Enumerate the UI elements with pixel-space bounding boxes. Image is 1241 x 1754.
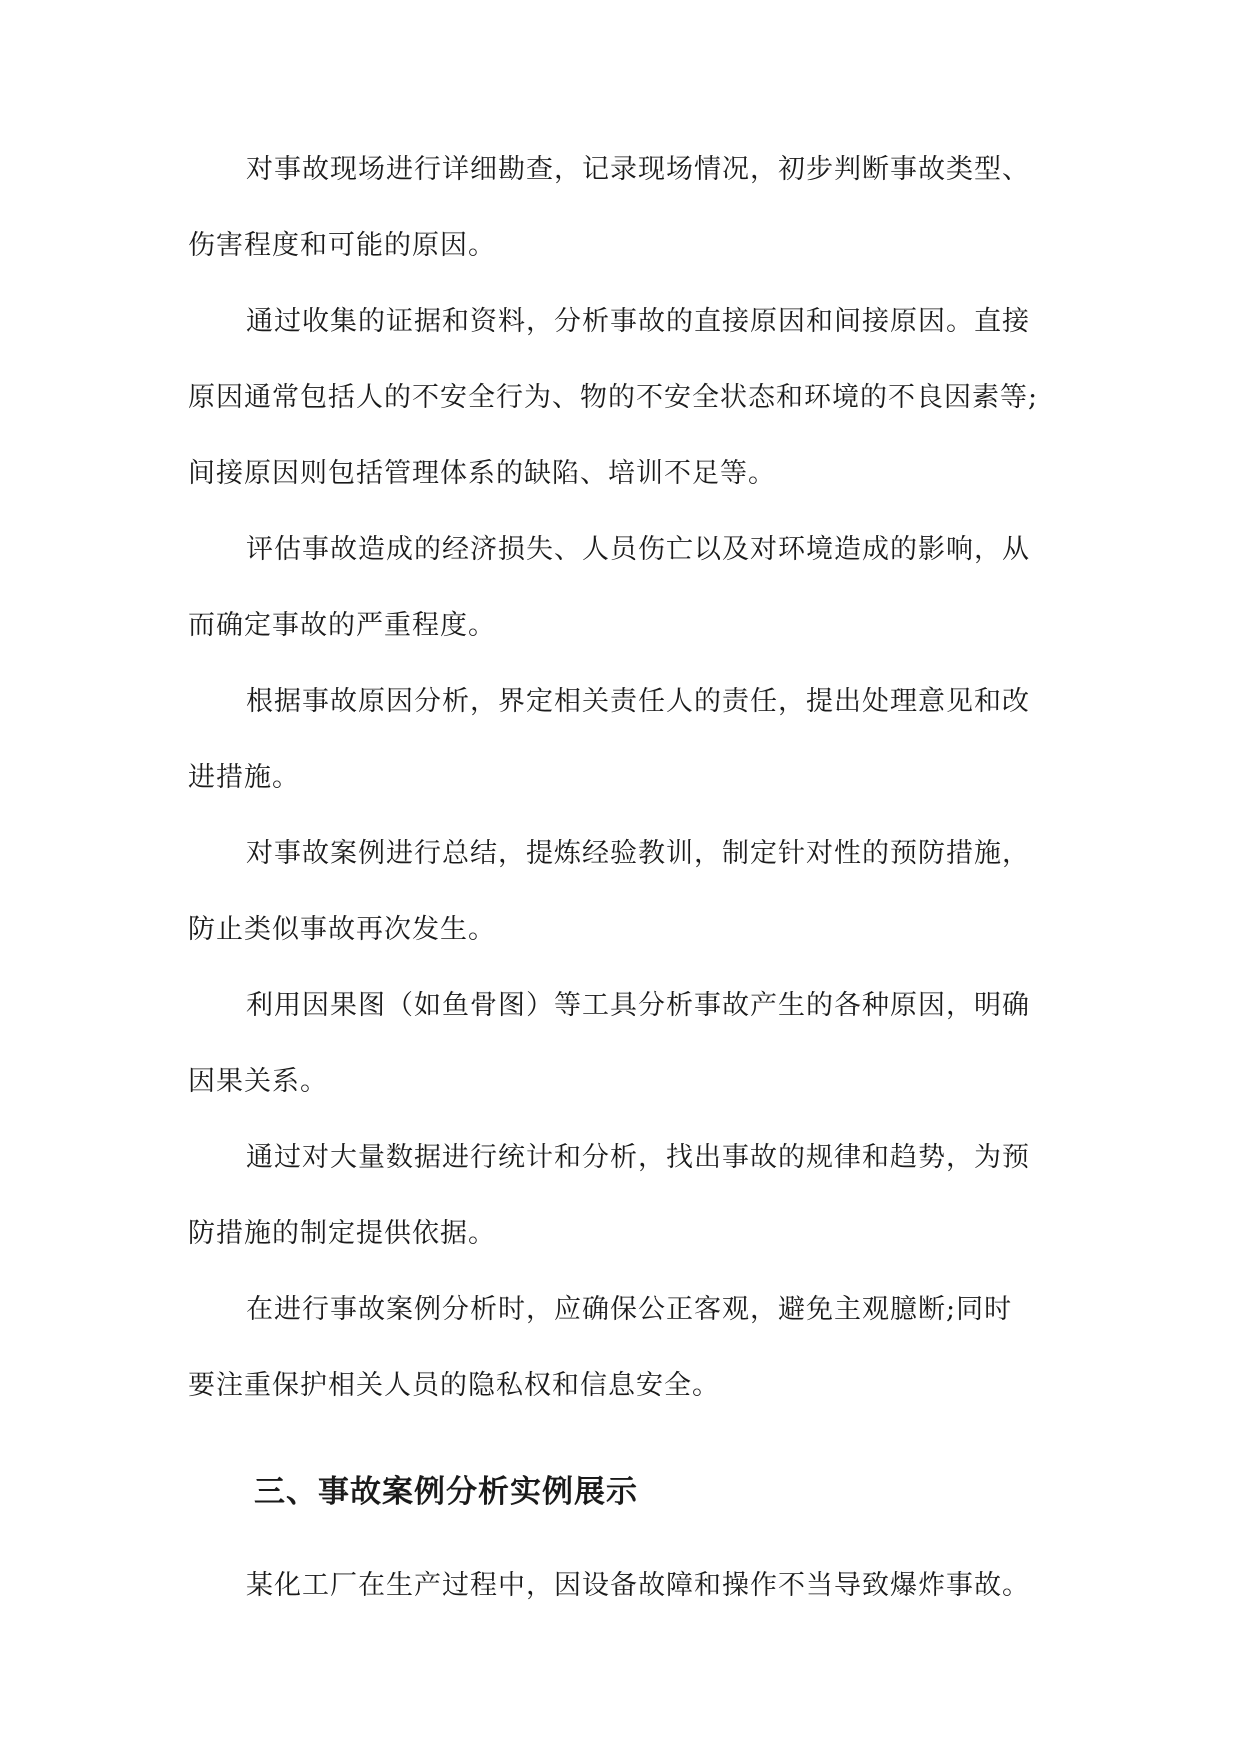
paragraph-3-line-2: 而确定事故的严重程度。	[188, 610, 496, 641]
section-heading: 三、事故案例分析实例展示	[254, 1474, 638, 1510]
paragraph-1-line-1: 对事故现场进行详细勘查，记录现场情况，初步判断事故类型、	[246, 154, 1030, 185]
paragraph-6-line-1: 利用因果图（如鱼骨图）等工具分析事故产生的各种原因，明确	[246, 990, 1030, 1021]
paragraph-3-line-1: 评估事故造成的经济损失、人员伤亡以及对环境造成的影响，从	[246, 534, 1030, 565]
paragraph-2-line-1: 通过收集的证据和资料，分析事故的直接原因和间接原因。直接	[246, 306, 1030, 337]
paragraph-1-line-2: 伤害程度和可能的原因。	[188, 230, 496, 261]
paragraph-5-line-2: 防止类似事故再次发生。	[188, 914, 496, 945]
final-paragraph-line-1: 某化工厂在生产过程中，因设备故障和操作不当导致爆炸事故。	[246, 1570, 1030, 1601]
paragraph-2-line-2: 原因通常包括人的不安全行为、物的不安全状态和环境的不良因素等;	[188, 382, 1039, 413]
paragraph-8-line-1: 在进行事故案例分析时，应确保公正客观，避免主观臆断;同时	[246, 1294, 1013, 1325]
paragraph-6-line-2: 因果关系。	[188, 1066, 328, 1097]
paragraph-7-line-2: 防措施的制定提供依据。	[188, 1218, 496, 1249]
paragraph-4-line-1: 根据事故原因分析，界定相关责任人的责任，提出处理意见和改	[246, 686, 1030, 717]
paragraph-8-line-2: 要注重保护相关人员的隐私权和信息安全。	[188, 1370, 720, 1401]
paragraph-2-line-3: 间接原因则包括管理体系的缺陷、培训不足等。	[188, 458, 776, 489]
paragraph-4-line-2: 进措施。	[188, 762, 300, 793]
paragraph-5-line-1: 对事故案例进行总结，提炼经验教训，制定针对性的预防措施，	[246, 838, 1030, 869]
paragraph-7-line-1: 通过对大量数据进行统计和分析，找出事故的规律和趋势，为预	[246, 1142, 1030, 1173]
